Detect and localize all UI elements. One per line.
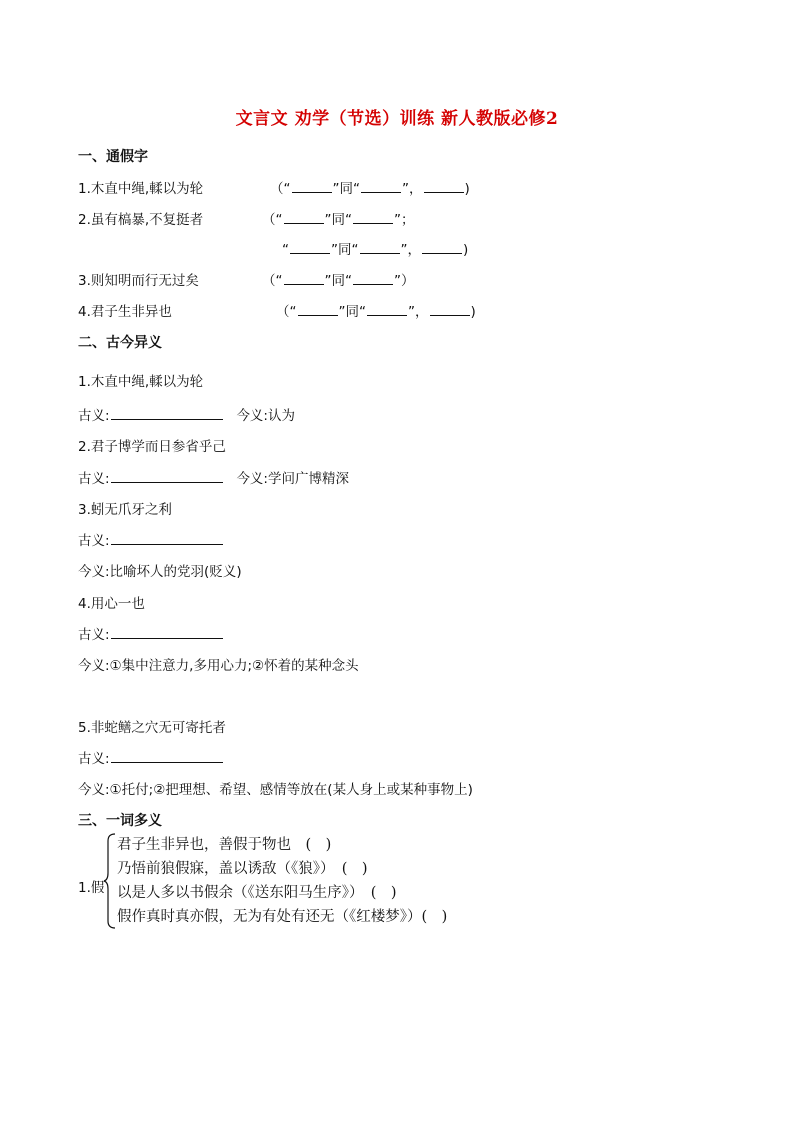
open-quote: （“	[270, 181, 291, 197]
tongjia-answer-2a	[262, 208, 415, 228]
yici-sense-item: 君子生非异也，善假于物也 ( )	[117, 837, 332, 853]
guyi-label: 古义:	[78, 751, 110, 767]
answer-blank[interactable]	[298, 303, 338, 316]
answer-blank[interactable]	[361, 180, 401, 193]
tongjia-question-2: 2.虽有槁暴,不复挺者	[78, 212, 204, 228]
guyi-blank[interactable]	[111, 470, 223, 483]
open-quote: “	[282, 242, 289, 258]
gujin-jinyi-4: 今义:①集中注意力,多用心力;②怀着的某种念头	[78, 658, 359, 674]
guyi-label: 古义:	[78, 408, 110, 424]
tongjia-answer-2b	[282, 238, 468, 258]
yici-label: 1.假	[78, 880, 105, 896]
guyi-blank[interactable]	[111, 532, 223, 545]
close-paren: )	[470, 304, 476, 320]
open-quote: （“	[276, 304, 297, 320]
answer-blank[interactable]	[424, 180, 464, 193]
answer-blank[interactable]	[284, 272, 324, 285]
gujin-answer-2	[78, 467, 349, 487]
gujin-question-5: 5.非蛇鳝之穴无可寄托者	[78, 720, 226, 736]
yici-sense-item: 以是人多以书假余（《送东阳马生序》） ( )	[117, 885, 397, 901]
gujin-jinyi-3: 今义:比喻坏人的党羽(贬义)	[78, 564, 242, 580]
jinyi-text: 今义:认为	[236, 408, 295, 424]
yici-sense-item: 乃悟前狼假寐，盖以诱敌（《狼》） ( )	[117, 861, 368, 877]
left-brace-icon	[103, 833, 117, 929]
answer-blank[interactable]	[422, 241, 462, 254]
answer-blank[interactable]	[353, 211, 393, 224]
guyi-blank[interactable]	[111, 407, 223, 420]
open-quote: （“	[262, 212, 283, 228]
tong-text: ”同“	[332, 181, 360, 197]
answer-blank[interactable]	[284, 211, 324, 224]
close-paren: )	[464, 181, 470, 197]
guyi-label: 古义:	[78, 471, 110, 487]
gujin-guyi-4	[78, 623, 224, 643]
guyi-label: 古义:	[78, 627, 110, 643]
tong-text: ”同“	[324, 273, 352, 289]
tongjia-question-4: 4.君子生非异也	[78, 304, 172, 320]
close-semicolon: ”；	[394, 212, 415, 228]
answer-blank[interactable]	[353, 272, 393, 285]
gujin-question-1: 1.木直中绳,輮以为轮	[78, 374, 204, 390]
gujin-question-3: 3.蚓无爪牙之利	[78, 502, 172, 518]
section-heading-tongjiazi: 一、通假字	[78, 149, 148, 165]
guyi-blank[interactable]	[111, 626, 223, 639]
tongjia-question-1: 1.木直中绳,輮以为轮	[78, 181, 204, 197]
tong-text: ”同“	[331, 242, 359, 258]
jinyi-text: 今义:学问广博精深	[236, 471, 349, 487]
yici-sense-item: 假作真时真亦假，无为有处有还无（《红楼梦》）( )	[117, 909, 448, 925]
answer-blank[interactable]	[360, 241, 400, 254]
guyi-label: 古义:	[78, 533, 110, 549]
close-paren: )	[463, 242, 469, 258]
answer-blank[interactable]	[430, 303, 470, 316]
section-heading-yiciduoyi: 三、一词多义	[78, 813, 162, 829]
tong-text: ”同“	[338, 304, 366, 320]
gujin-jinyi-5: 今义:①托付;②把理想、希望、感情等放在(某人身上或某种事物上)	[78, 782, 473, 798]
answer-blank[interactable]	[367, 303, 407, 316]
guyi-blank[interactable]	[111, 750, 223, 763]
gujin-guyi-3	[78, 529, 224, 549]
tongjia-answer-1	[270, 177, 470, 197]
yici-sense-list	[117, 833, 447, 929]
gujin-question-2: 2.君子博学而日参省乎己	[78, 439, 226, 455]
answer-blank[interactable]	[292, 180, 332, 193]
close-quote-paren: ”）	[394, 273, 415, 289]
answer-blank[interactable]	[290, 241, 330, 254]
tong-text: ”同“	[324, 212, 352, 228]
tongjia-question-3: 3.则知明而行无过矣	[78, 273, 199, 289]
gujin-guyi-5	[78, 747, 224, 767]
gujin-question-4: 4.用心一也	[78, 596, 145, 612]
close-comma: ”，	[402, 181, 423, 197]
document-title: 文言文 劝学（节选）训练 新人教版必修2	[235, 109, 559, 129]
open-quote: （“	[262, 273, 283, 289]
section-heading-gujinyiyi: 二、古今异义	[78, 335, 162, 351]
gujin-answer-1	[78, 404, 295, 424]
close-comma: ”，	[400, 242, 421, 258]
tongjia-answer-4	[276, 300, 476, 320]
close-comma: ”，	[408, 304, 429, 320]
tongjia-answer-3	[262, 269, 415, 289]
